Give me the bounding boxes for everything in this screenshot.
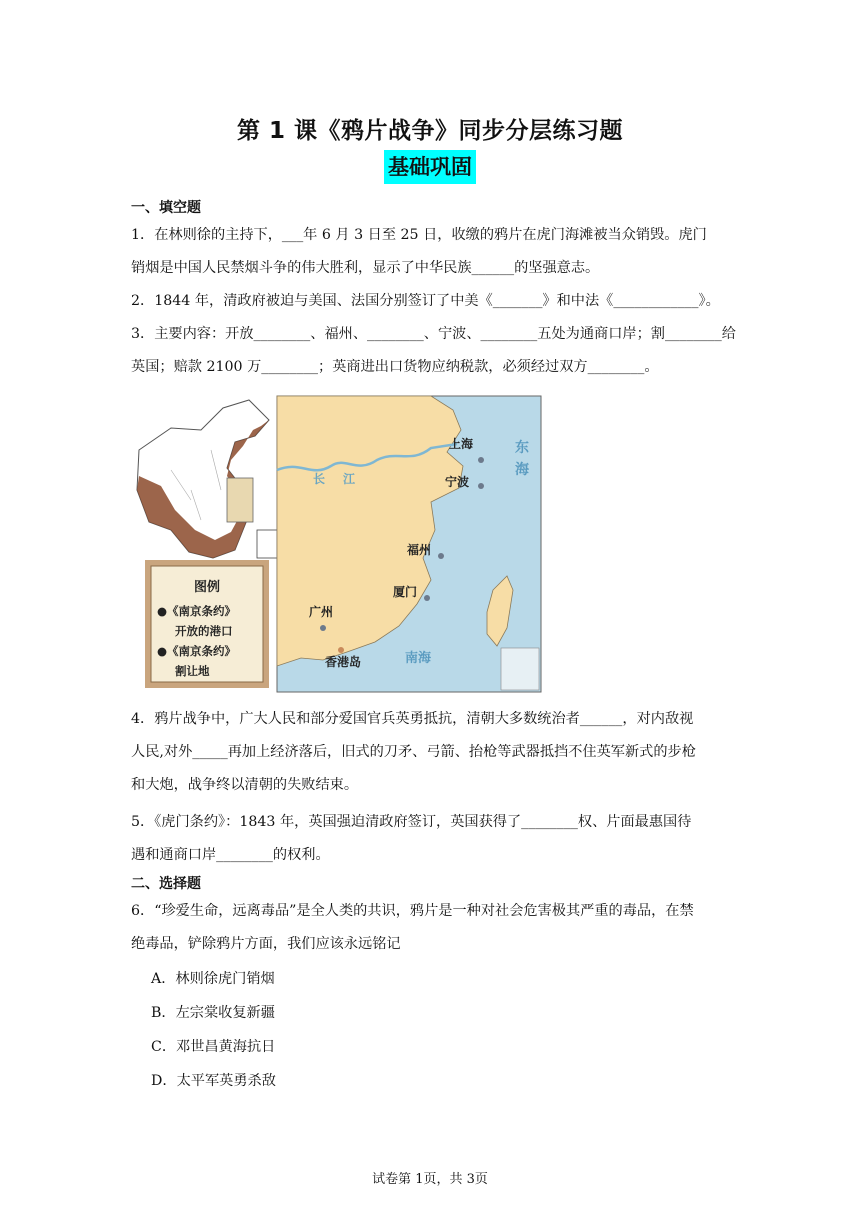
subtitle-wrap — [0, 150, 860, 184]
question-4-line-1: 4．鸦片战争中，广大人民和部分爱国官兵英勇抵抗，清朝大多数统治者______，对内敌视 — [131, 711, 694, 727]
question-1-line-2: 销烟是中国人民禁烟斗争的伟大胜利，显示了中华民族______的坚强意志。 — [131, 260, 600, 276]
city-label-fuzhou: 福州 — [407, 543, 432, 557]
option-c: C．邓世昌黄海抗日 — [151, 1039, 276, 1055]
legend-item-ports-b: 开放的港口 — [175, 624, 233, 638]
legend-item-ceded-b: 割让地 — [175, 664, 210, 678]
city-label-hongkong: 香港岛 — [325, 655, 362, 669]
section-fill-blank: 一、填空题 — [131, 200, 201, 216]
question-6-line-2: 绝毒品，铲除鸦片方面，我们应该永远铭记 — [131, 936, 401, 952]
city-dot-guangzhou — [320, 625, 326, 631]
legend-title: 图例 — [193, 580, 221, 595]
question-5-line-1: 5．《虎门条约》：1843 年，英国强迫清政府签订，英国获得了________权、片面最惠国待 — [131, 814, 692, 830]
map-legend — [145, 560, 269, 688]
china-inset-map — [137, 400, 277, 558]
city-dot-ningbo — [478, 483, 484, 489]
city-label-shanghai: 上海 — [449, 437, 474, 451]
city-dot-shanghai — [478, 457, 484, 463]
question-4-line-2: 人民,对外_____再加上经济落后，旧式的刀矛、弓箭、抬枪等武器抵挡不住英军新式的步枪 — [131, 744, 696, 760]
question-4-line-3: 和大炮，战争终以清朝的失败结束。 — [131, 777, 359, 793]
option-b: B．左宗棠收复新疆 — [151, 1005, 275, 1021]
question-2: 2．1844 年，清政府被迫与美国、法国分别签订了中美《_______》和中法《____________》。 — [131, 293, 720, 309]
section-multiple-choice: 二、选择题 — [131, 876, 201, 892]
question-1-line-1: 1．在林则徐的主持下，___年 6 月 3 日至 25 日，收缴的鸦片在虎门海滩被当众销毁。虎门 — [131, 227, 707, 243]
river-label-1: 长 — [313, 472, 326, 486]
section-heading-basic: 基础巩固 — [384, 150, 476, 184]
city-label-ningbo: 宁波 — [445, 475, 470, 489]
question-5-line-2: 遇和通商口岸________的权利。 — [131, 847, 330, 863]
option-a: A．林则徐虎门销烟 — [151, 971, 275, 987]
city-dot-hongkong — [338, 647, 344, 653]
treaty-map-figure — [131, 390, 543, 694]
river-label-2: 江 — [343, 472, 356, 486]
question-6-line-1: 6．“珍爱生命，远离毒品”是全人类的共识，鸦片是一种对社会危害极其严重的毒品，在禁 — [131, 903, 694, 919]
sea-south-label: 南海 — [405, 651, 432, 666]
city-dot-xiamen — [424, 595, 430, 601]
question-3-line-1: 3．主要内容：开放________、福州、________、宁波、________五处为通商口岸；割________给 — [131, 326, 736, 342]
page-footer: 试卷第 1页，共 3页 — [372, 1172, 488, 1187]
legend-item-ceded-a: ●《南京条约》 — [157, 644, 237, 658]
option-d: D．太平军英勇杀敌 — [151, 1073, 276, 1089]
city-label-xiamen: 厦门 — [393, 585, 418, 599]
legend-item-ports-a: ●《南京条约》 — [157, 604, 237, 618]
sea-east-label-1: 东 — [515, 440, 529, 456]
city-label-guangzhou: 广州 — [309, 605, 334, 619]
question-3-line-2: 英国；赔款 2100 万________；英商进出口货物应纳税款，必须经过双方________。 — [131, 359, 659, 375]
page-title: 第 1 课《鸦片战争》同步分层练习题 — [236, 118, 624, 144]
regional-map — [277, 396, 541, 692]
city-dot-fuzhou — [438, 553, 444, 559]
sea-east-label-2: 海 — [515, 462, 529, 478]
